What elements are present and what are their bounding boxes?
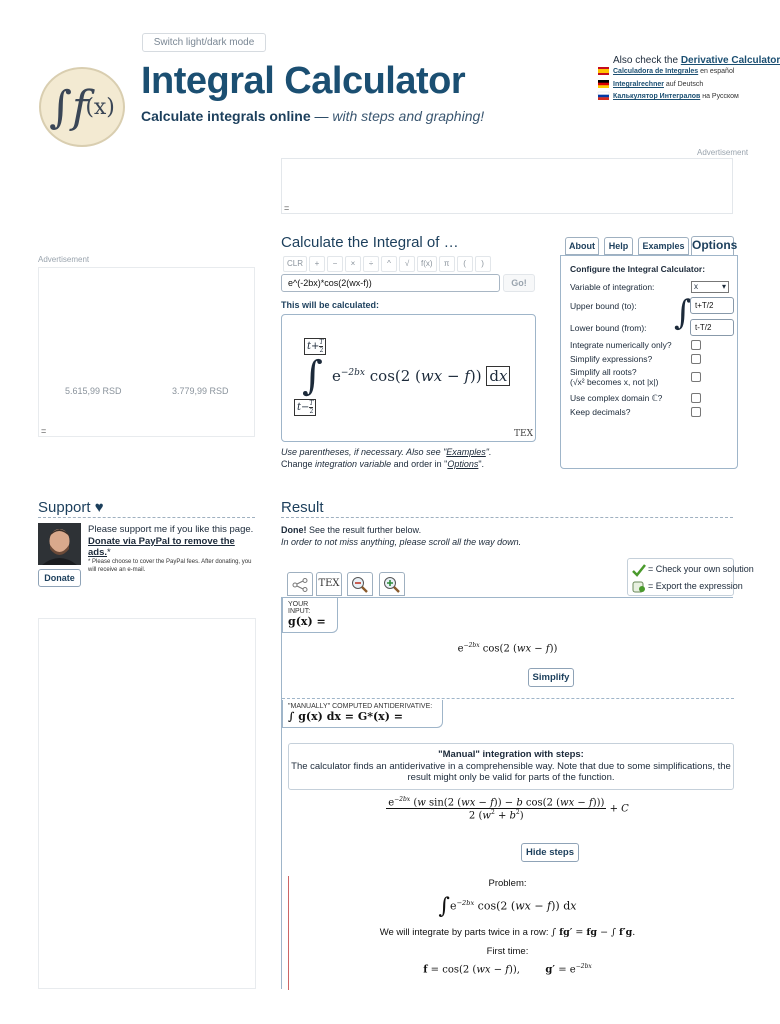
complex-checkbox[interactable]: [691, 393, 701, 403]
hint-text: Use parentheses, if necessary. Also see ": [281, 447, 447, 457]
hint-line-1: [281, 446, 551, 458]
minus-button[interactable]: −: [327, 256, 343, 272]
parts-assignment: f = cos(2 (wx − f)), $g' = e^{-2bx}$: [423, 963, 592, 976]
share-button[interactable]: [287, 572, 313, 596]
paypal-link[interactable]: Donate via PayPal to remove the ads.: [88, 535, 235, 558]
derivative-calculator-link[interactable]: Derivative Calculator: [680, 55, 780, 66]
decimals-checkbox[interactable]: [691, 407, 701, 417]
support-text-b: *: [107, 547, 111, 558]
antiderivative-label: [282, 700, 443, 728]
variable-value: x: [694, 282, 698, 291]
language-link-label[interactable]: Калькулятор Интегралов: [613, 92, 701, 100]
antiderivative-result: $\frac{e^{-2bx} (w \sin(2 (wx - f)) - b \cos(2 (wx - f)))}{2 (w^2 + b^2)}$ + C: [388, 796, 629, 822]
pi-button[interactable]: π: [439, 256, 455, 272]
parts-text: We will integrate by parts twice in a row:: [379, 927, 552, 938]
lower-bound-input[interactable]: t-T/2: [690, 319, 734, 336]
formula-preview[interactable]: [281, 314, 536, 442]
language-link-ru[interactable]: [598, 92, 739, 100]
upper-bound-label: Upper bound (to):: [570, 301, 637, 311]
antiderivative-formula: ∫ g(x) dx = G*(x) =: [288, 710, 403, 723]
simplify-checkbox[interactable]: [691, 354, 701, 364]
simplify-label: Simplify expressions?: [570, 354, 653, 364]
tex-button[interactable]: TEX: [316, 572, 342, 596]
left-ad-label: Advertisement: [38, 255, 90, 264]
your-input-label: [282, 598, 338, 633]
light-dark-mode-toggle[interactable]: Switch light/dark mode: [142, 33, 266, 52]
subtitle-main: Calculate integrals online: [141, 108, 311, 124]
top-ad-label: Advertisement: [697, 148, 749, 157]
donate-button[interactable]: Donate: [38, 569, 81, 587]
decimals-label: Keep decimals?: [570, 407, 631, 417]
language-suffix: en español: [698, 67, 735, 75]
will-calculate-label: This will be calculated:: [281, 300, 380, 310]
options-link[interactable]: Options: [447, 459, 479, 469]
legend-export: [632, 579, 743, 593]
simplify-button[interactable]: Simplify: [528, 668, 574, 687]
language-link-de[interactable]: [598, 80, 734, 88]
language-link-label[interactable]: Calculadora de Integrales: [613, 67, 699, 75]
also-check: [613, 55, 780, 66]
page-subtitle: [141, 108, 484, 124]
russia-flag-icon: [598, 92, 609, 100]
hint-text: ".: [485, 447, 492, 457]
left-advertisement-2[interactable]: [38, 618, 256, 989]
your-input-formula: g(x) =: [288, 615, 326, 628]
author-photo-icon: [38, 523, 81, 565]
hide-steps-button[interactable]: Hide steps: [521, 843, 579, 862]
tex-badge[interactable]: TEX: [514, 429, 533, 439]
language-link-label[interactable]: Integralrechner: [613, 80, 664, 88]
tab-about[interactable]: About: [565, 237, 599, 255]
result-divider: [281, 517, 733, 518]
left-advertisement[interactable]: [38, 267, 255, 437]
legend-check-text: = Check your own solution: [648, 564, 754, 574]
result-panel: [281, 597, 733, 989]
options-title: Configure the Integral Calculator:: [570, 264, 706, 274]
done-message: [281, 524, 521, 548]
avatar: [38, 523, 81, 565]
hint-text: Change: [281, 459, 316, 469]
germany-flag-icon: [598, 80, 609, 88]
lower-bound-box: t− $\frac{T}{2}$: [294, 399, 316, 416]
hint-text: ".: [478, 459, 485, 469]
upper-bound-box: t+ $\frac{T}{2}$: [304, 338, 326, 355]
options-panel: [560, 255, 738, 469]
upper-bound-input[interactable]: t+T/2: [690, 297, 734, 314]
language-suffix: на Русском: [700, 92, 739, 100]
numeric-checkbox[interactable]: [691, 340, 701, 350]
first-time-label: First time:: [486, 946, 529, 957]
logo[interactable]: [39, 67, 125, 147]
support-text: [88, 524, 256, 559]
power-button[interactable]: ^: [381, 256, 397, 272]
sqrt-button[interactable]: √: [399, 256, 415, 272]
hint-text: and order in ": [391, 459, 448, 469]
tab-options[interactable]: Options: [691, 236, 734, 255]
complex-label: Use complex domain ℂ?: [570, 393, 663, 403]
result-separator: [282, 698, 734, 699]
ad-price-2: 3.779,99 RSD: [172, 386, 229, 396]
divide-button[interactable]: ÷: [363, 256, 379, 272]
top-advertisement[interactable]: [281, 158, 733, 214]
legend-check: [632, 562, 754, 576]
variable-label: Variable of integration:: [570, 282, 655, 292]
done-line: [281, 524, 521, 536]
zoom-in-button[interactable]: [379, 572, 405, 596]
export-icon: [632, 581, 646, 593]
manual-title: "Manual" integration with steps:: [438, 749, 584, 760]
calculator-hint: [281, 446, 551, 470]
manual-text: The calculator finds an antiderivative in a comprehensible way. Note that due to some simplifications, the result might only be valid for parts of the function.: [291, 760, 731, 783]
go-button[interactable]: Go!: [503, 274, 535, 292]
support-text-a: Please support me if you like this page.: [88, 524, 254, 535]
problem-label: Problem:: [488, 878, 527, 889]
result-heading: Result: [281, 499, 324, 516]
support-divider: [38, 517, 255, 518]
subtitle-tagline: with steps and graphing!: [332, 108, 485, 124]
page-title: Integral Calculator: [141, 60, 466, 102]
also-check-prefix: Also check the: [613, 55, 681, 66]
ad-eq: =: [284, 203, 290, 213]
clear-button[interactable]: CLR: [283, 256, 307, 272]
ad-price-1: 5.615,99 RSD: [65, 386, 122, 396]
variable-select[interactable]: [691, 281, 729, 293]
checkmark-icon: [632, 564, 646, 576]
input-toolbar: [283, 256, 491, 272]
integrand: $e^{-2bx}$ cos(2 (wx − f)) dx: [332, 367, 510, 385]
zoom-out-icon: [351, 576, 369, 594]
ad-eq: =: [41, 426, 47, 436]
input-expression: $e^{-2bx}$ cos(2 (wx − f)): [457, 642, 558, 655]
roots-label-line-1: Simplify all roots?: [570, 367, 637, 377]
done-bold: Done!: [281, 525, 307, 535]
hint-emphasis: integration variable: [315, 459, 392, 469]
support-note: * Please choose to cover the PayPal fees. After donating, you will receive an e-mail.: [88, 559, 252, 573]
support-heading: Support ♥: [38, 499, 104, 516]
done-rest: See the result further below.: [306, 525, 422, 535]
your-input-caption: YOUR INPUT:: [288, 601, 311, 615]
tab-help[interactable]: Help: [604, 237, 633, 255]
examples-link[interactable]: Examples: [446, 447, 486, 457]
parts-explanation: We will integrate by parts twice in a row: ∫ fg′ = fg − ∫ f′g.: [379, 927, 636, 938]
manual-integration-box: [288, 743, 734, 790]
hint-line-2: [281, 458, 551, 470]
language-suffix: auf Deutsch: [663, 80, 704, 88]
result-legend: [627, 558, 754, 596]
open-paren-button[interactable]: (: [457, 256, 473, 272]
multiply-button[interactable]: ×: [345, 256, 361, 272]
roots-label-line-2: (√x² becomes x, not |x|): [570, 377, 659, 387]
plus-button[interactable]: +: [309, 256, 325, 272]
function-button[interactable]: f(x): [417, 256, 437, 272]
chevron-down-icon: ▾: [721, 282, 726, 291]
tab-examples[interactable]: Examples: [638, 237, 689, 255]
close-paren-button[interactable]: ): [475, 256, 491, 272]
spain-flag-icon: [598, 67, 609, 75]
lower-bound-label: Lower bound (from):: [570, 323, 647, 333]
zoom-in-icon: [383, 576, 401, 594]
calculator-heading: Calculate the Integral of …: [281, 234, 459, 251]
bounds-integral-icon: ∫: [674, 293, 692, 333]
numeric-label: Integrate numerically only?: [570, 340, 672, 350]
language-link-es[interactable]: [598, 67, 734, 75]
legend-export-text: = Export the expression: [648, 581, 743, 591]
roots-checkbox[interactable]: [691, 372, 701, 382]
antiderivative-caption: "MANUALLY" COMPUTED ANTIDERIVATIVE:: [288, 703, 433, 710]
logo-integral-glyph: ∫f: [49, 81, 89, 133]
share-icon: [292, 578, 308, 592]
logo-x-glyph: (x): [85, 94, 115, 120]
integral-sign: ∫: [302, 353, 323, 399]
subtitle-separator: —: [310, 108, 333, 124]
problem-expression: $\int e^{-2bx}$ cos(2 (wx − f)) dx: [438, 894, 577, 919]
scroll-note: In order to not miss anything, please scroll all the way down.: [281, 537, 522, 547]
expression-input[interactable]: [281, 274, 500, 292]
zoom-out-button[interactable]: [347, 572, 373, 596]
roots-label: [570, 367, 658, 387]
